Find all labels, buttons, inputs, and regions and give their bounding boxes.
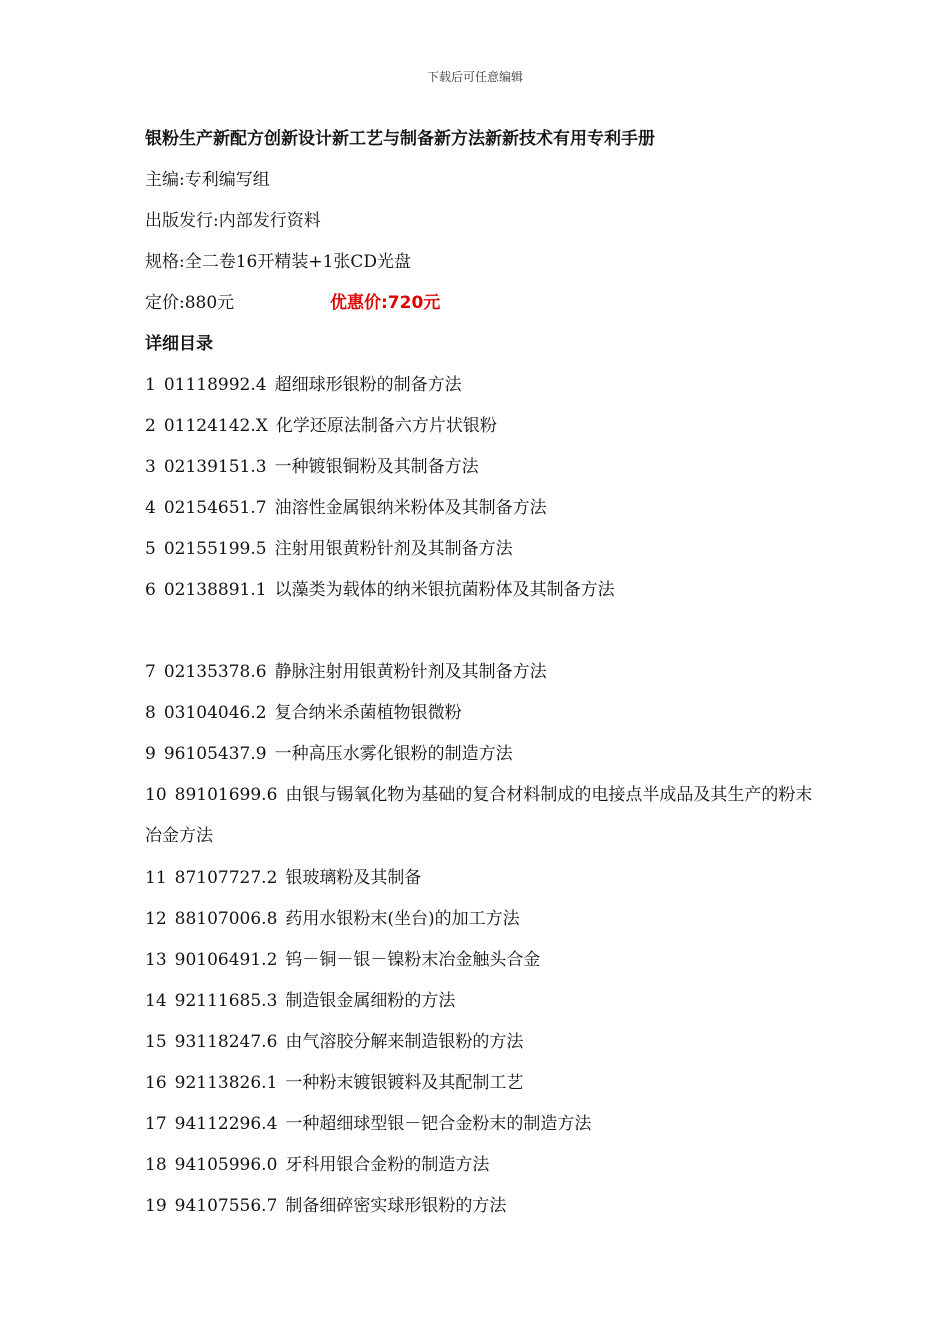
toc-item-patent-id: 02155199.5 <box>163 539 267 559</box>
special-price: 优惠价:720元 <box>330 293 441 313</box>
toc-item <box>145 742 825 766</box>
toc-item-number: 3 <box>145 457 156 477</box>
toc-item <box>145 537 825 561</box>
toc-item-title: 由银与锡氧化物为基础的复合材料制成的电接点半成品及其生产的粉末冶金方法 <box>145 785 813 846</box>
toc-item-number: 17 <box>145 1114 167 1134</box>
editor-line: 主编:专利编写组 <box>145 170 270 190</box>
document-body <box>145 127 825 1235</box>
toc-list <box>145 373 825 1218</box>
toc-item-title: 一种超细球型银－钯合金粉末的制造方法 <box>285 1114 592 1134</box>
toc-item-patent-id: 02135378.6 <box>163 662 267 682</box>
toc-item-title: 化学还原法制备六方片状银粉 <box>275 416 497 436</box>
toc-item-title: 钨－铜－银－镍粉末冶金触头合金 <box>285 950 541 970</box>
toc-item-patent-id: 96105437.9 <box>163 744 267 764</box>
toc-item-title: 一种粉末镀银镀料及其配制工艺 <box>285 1073 524 1093</box>
publisher-line: 出版发行:内部发行资料 <box>145 211 321 231</box>
toc-item-patent-id: 94107556.7 <box>174 1196 278 1216</box>
toc-item <box>145 866 825 890</box>
toc-item-number: 11 <box>145 868 167 888</box>
toc-item-number: 1 <box>145 375 156 395</box>
toc-gap <box>145 619 825 660</box>
price-text: 定价:880元 <box>145 293 235 313</box>
toc-item <box>145 989 825 1013</box>
page-header: 下载后可任意编辑 <box>426 70 523 84</box>
toc-item-patent-id: 02154651.7 <box>163 498 267 518</box>
toc-item-number: 10 <box>145 785 167 805</box>
toc-item-title: 制备细碎密实球形银粉的方法 <box>285 1196 507 1216</box>
toc-item-patent-id: 01118992.4 <box>163 375 267 395</box>
toc-item <box>145 496 825 520</box>
toc-item-patent-id: 01124142.X <box>163 416 268 436</box>
toc-item <box>145 373 825 397</box>
toc-item-title: 复合纳米杀菌植物银微粉 <box>274 703 462 723</box>
toc-item <box>145 1112 825 1136</box>
toc-item-title: 以藻类为载体的纳米银抗菌粉体及其制备方法 <box>274 580 615 600</box>
toc-item-patent-id: 03104046.2 <box>163 703 267 723</box>
toc-item-title: 一种镀银铜粉及其制备方法 <box>274 457 479 477</box>
toc-item-number: 19 <box>145 1196 167 1216</box>
toc-item-patent-id: 89101699.6 <box>174 785 278 805</box>
toc-item-title: 牙科用银合金粉的制造方法 <box>285 1155 490 1175</box>
toc-item-patent-id: 94105996.0 <box>174 1155 278 1175</box>
toc-item-number: 14 <box>145 991 167 1011</box>
toc-item-patent-id: 94112296.4 <box>174 1114 278 1134</box>
toc-item-number: 5 <box>145 539 156 559</box>
toc-item-number: 2 <box>145 416 156 436</box>
toc-item-patent-id: 93118247.6 <box>174 1032 278 1052</box>
toc-item-title: 超细球形银粉的制备方法 <box>274 375 462 395</box>
toc-item-patent-id: 90106491.2 <box>174 950 278 970</box>
toc-item-patent-id: 87107727.2 <box>174 868 278 888</box>
toc-item-title: 银玻璃粉及其制备 <box>285 868 422 888</box>
toc-item <box>145 578 825 602</box>
spec-line: 规格:全二卷16开精装+1张CD光盘 <box>145 252 412 272</box>
toc-heading: 详细目录 <box>145 334 213 354</box>
toc-item-number: 6 <box>145 580 156 600</box>
toc-item <box>145 1153 825 1177</box>
toc-item-patent-id: 88107006.8 <box>174 909 278 929</box>
toc-item-title: 制造银金属细粉的方法 <box>285 991 456 1011</box>
document-title: 银粉生产新配方创新设计新工艺与制备新方法新新技术有用专利手册 <box>145 129 655 149</box>
toc-item-number: 7 <box>145 662 156 682</box>
toc-item-title: 药用水银粉末(坐台)的加工方法 <box>285 909 520 929</box>
toc-item <box>145 948 825 972</box>
toc-item-number: 8 <box>145 703 156 723</box>
toc-item-number: 13 <box>145 950 167 970</box>
toc-item <box>145 660 825 684</box>
toc-item-title: 由气溶胶分解来制造银粉的方法 <box>285 1032 524 1052</box>
toc-item-number: 4 <box>145 498 156 518</box>
toc-item-number: 15 <box>145 1032 167 1052</box>
toc-item-number: 16 <box>145 1073 167 1093</box>
toc-item-patent-id: 92113826.1 <box>174 1073 278 1093</box>
price-row <box>145 291 825 315</box>
toc-item <box>145 455 825 479</box>
toc-item <box>145 907 825 931</box>
toc-item <box>145 701 825 725</box>
toc-item-title: 注射用银黄粉针剂及其制备方法 <box>274 539 513 559</box>
toc-item <box>145 1030 825 1054</box>
toc-item-title: 静脉注射用银黄粉针剂及其制备方法 <box>274 662 547 682</box>
toc-item-title: 一种高压水雾化银粉的制造方法 <box>274 744 513 764</box>
toc-item <box>145 775 825 857</box>
toc-item-title: 油溶性金属银纳米粉体及其制备方法 <box>274 498 547 518</box>
toc-item <box>145 414 825 438</box>
toc-item <box>145 1071 825 1095</box>
toc-item-patent-id: 02139151.3 <box>163 457 267 477</box>
toc-item-patent-id: 02138891.1 <box>163 580 267 600</box>
toc-item-patent-id: 92111685.3 <box>174 991 278 1011</box>
toc-item-number: 18 <box>145 1155 167 1175</box>
toc-item-number: 9 <box>145 744 156 764</box>
toc-item <box>145 1194 825 1218</box>
toc-item-number: 12 <box>145 909 167 929</box>
